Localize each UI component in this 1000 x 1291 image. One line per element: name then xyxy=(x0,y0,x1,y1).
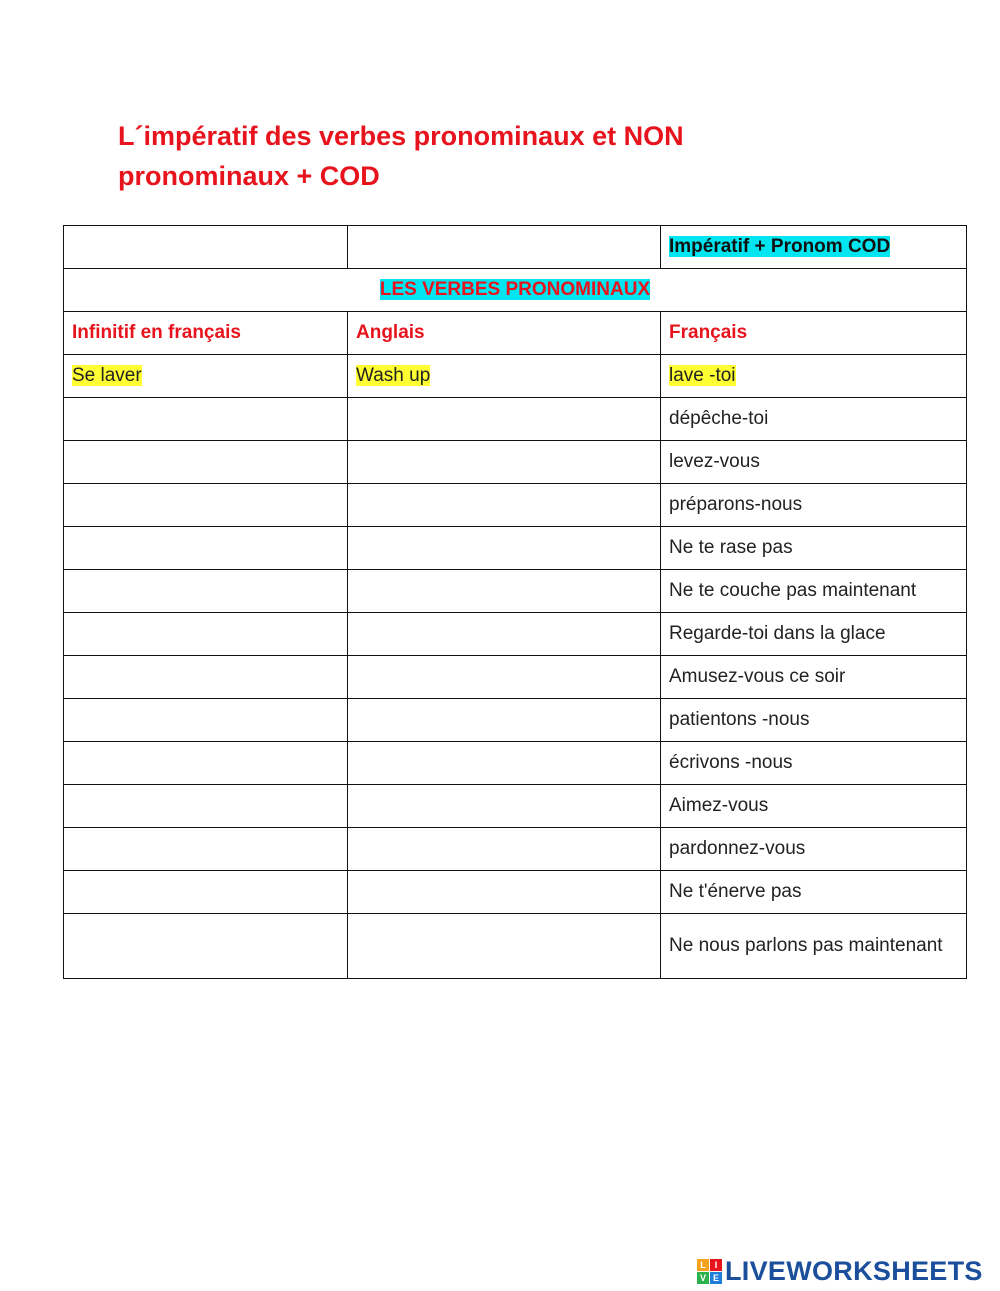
infinitif-input-cell[interactable] xyxy=(64,613,348,656)
table-row xyxy=(64,699,967,742)
title-line-2: pronominaux + COD xyxy=(118,161,380,191)
infinitif-input-cell[interactable] xyxy=(64,570,348,613)
anglais-input-cell[interactable] xyxy=(348,656,661,699)
title-line-1: L´impératif des verbes pronominaux et NON xyxy=(118,121,684,151)
infinitif-input-cell[interactable] xyxy=(64,871,348,914)
example-anglais: Wash up xyxy=(356,365,431,386)
example-francais: lave -toi xyxy=(669,365,736,386)
section-cell xyxy=(64,269,967,312)
francais-cell: Ne nous parlons pas maintenant xyxy=(661,914,967,979)
anglais-input-cell[interactable] xyxy=(348,871,661,914)
logo-block: V xyxy=(697,1272,709,1284)
francais-cell: dépêche-toi xyxy=(661,398,967,441)
section-label: LES VERBES PRONOMINAUX xyxy=(379,279,651,300)
infinitif-input-cell[interactable] xyxy=(64,484,348,527)
infinitif-input-cell[interactable] xyxy=(64,398,348,441)
table-row xyxy=(64,484,967,527)
header-infinitif: Infinitif en français xyxy=(64,312,348,355)
francais-cell: écrivons -nous xyxy=(661,742,967,785)
francais-cell: pardonnez-vous xyxy=(661,828,967,871)
blank-cell xyxy=(348,226,661,269)
anglais-input-cell[interactable] xyxy=(348,914,661,979)
blank-cell xyxy=(64,226,348,269)
infinitif-input-cell[interactable] xyxy=(64,742,348,785)
table-row xyxy=(64,656,967,699)
francais-cell: Amusez-vous ce soir xyxy=(661,656,967,699)
logo-block: E xyxy=(710,1272,722,1284)
anglais-input-cell[interactable] xyxy=(348,828,661,871)
table-row xyxy=(64,398,967,441)
table-row xyxy=(64,441,967,484)
francais-cell: préparons-nous xyxy=(661,484,967,527)
table-row xyxy=(64,570,967,613)
infinitif-input-cell[interactable] xyxy=(64,441,348,484)
header-francais: Français xyxy=(661,312,967,355)
logo-block: I xyxy=(710,1259,722,1271)
anglais-input-cell[interactable] xyxy=(348,742,661,785)
anglais-input-cell[interactable] xyxy=(348,441,661,484)
francais-cell: Ne te couche pas maintenant xyxy=(661,570,967,613)
logo-block: L xyxy=(697,1259,709,1271)
table-row-example xyxy=(64,355,967,398)
anglais-input-cell[interactable] xyxy=(348,699,661,742)
francais-cell: Ne te rase pas xyxy=(661,527,967,570)
infinitif-input-cell[interactable] xyxy=(64,785,348,828)
brand-text: LIVEWORKSHEETS xyxy=(725,1255,983,1286)
example-anglais-cell xyxy=(348,355,661,398)
francais-cell: Regarde-toi dans la glace xyxy=(661,613,967,656)
example-infinitif: Se laver xyxy=(72,365,142,386)
anglais-input-cell[interactable] xyxy=(348,570,661,613)
anglais-input-cell[interactable] xyxy=(348,527,661,570)
top-right-cell xyxy=(661,226,967,269)
anglais-input-cell[interactable] xyxy=(348,484,661,527)
table-row xyxy=(64,527,967,570)
example-infinitif-cell xyxy=(64,355,348,398)
infinitif-input-cell[interactable] xyxy=(64,527,348,570)
anglais-input-cell[interactable] xyxy=(348,613,661,656)
header-anglais: Anglais xyxy=(348,312,661,355)
francais-cell: Ne t'énerve pas xyxy=(661,871,967,914)
infinitif-input-cell[interactable] xyxy=(64,699,348,742)
anglais-input-cell[interactable] xyxy=(348,785,661,828)
worksheet-table xyxy=(63,225,967,979)
francais-cell: patientons -nous xyxy=(661,699,967,742)
table-row xyxy=(64,785,967,828)
imperatif-label: Impératif + Pronom COD xyxy=(669,236,891,257)
logo-blocks-icon xyxy=(697,1259,722,1284)
table-row xyxy=(64,613,967,656)
table-row xyxy=(64,828,967,871)
francais-cell: Aimez-vous xyxy=(661,785,967,828)
page-title xyxy=(118,116,818,196)
table-row-section xyxy=(64,269,967,312)
table-header-row xyxy=(64,312,967,355)
table-row-top xyxy=(64,226,967,269)
infinitif-input-cell[interactable] xyxy=(64,914,348,979)
infinitif-input-cell[interactable] xyxy=(64,656,348,699)
example-francais-cell xyxy=(661,355,967,398)
table-row xyxy=(64,742,967,785)
table-row xyxy=(64,914,967,979)
francais-cell: levez-vous xyxy=(661,441,967,484)
liveworksheets-logo xyxy=(697,1254,993,1288)
table-row xyxy=(64,871,967,914)
anglais-input-cell[interactable] xyxy=(348,398,661,441)
infinitif-input-cell[interactable] xyxy=(64,828,348,871)
